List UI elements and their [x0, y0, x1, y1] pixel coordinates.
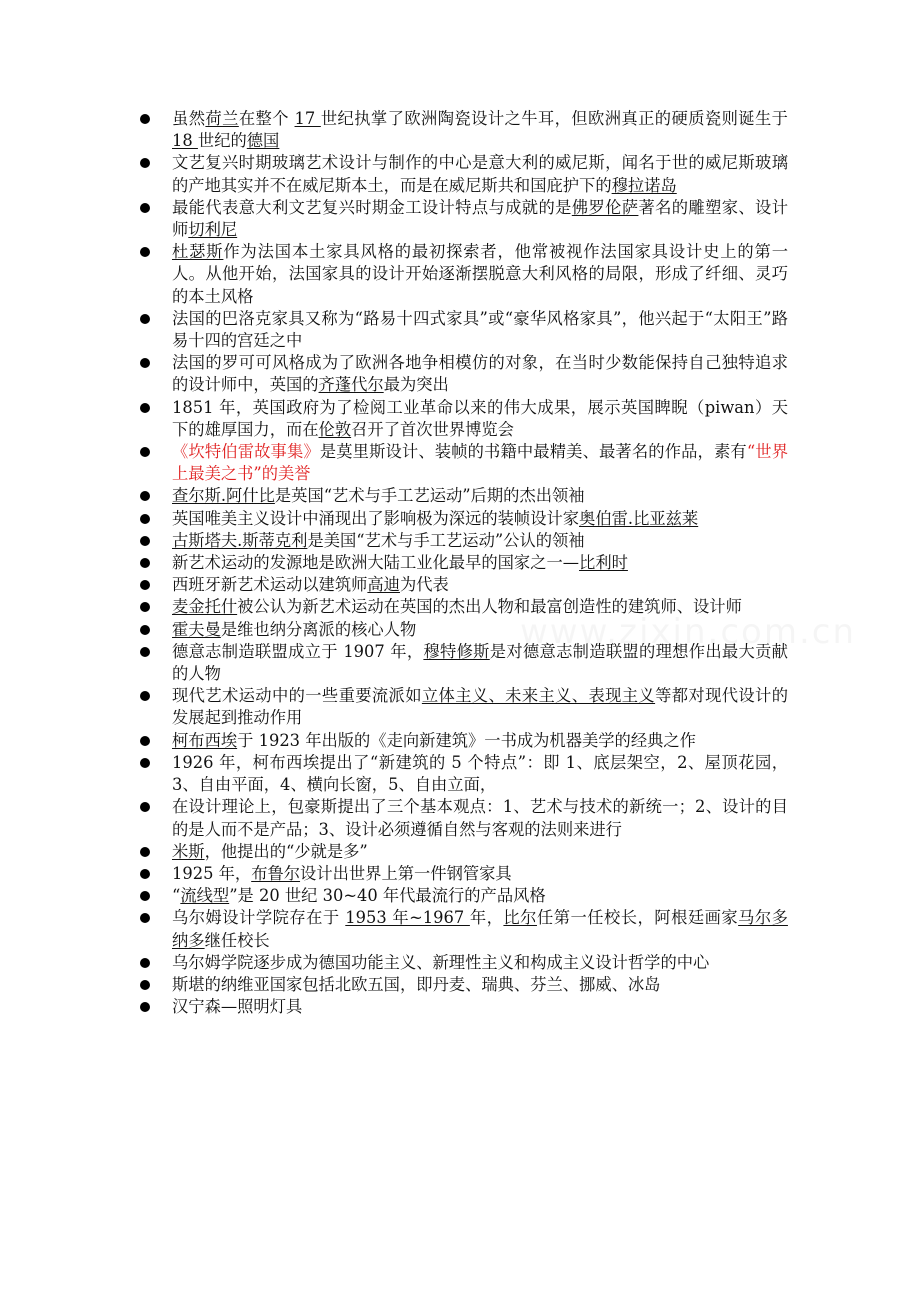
underlined-term: 比利时: [579, 553, 628, 573]
list-item: [138, 952, 788, 974]
underlined-term: 杜瑟斯: [172, 242, 224, 262]
underlined-term: 立体主义、未来主义、表现主义: [421, 686, 656, 706]
list-item: [138, 197, 788, 241]
text-run: 英国唯美主义设计中涌现出了影响极为深远的装帧设计家: [172, 508, 580, 528]
list-item: [138, 996, 788, 1018]
bullet-icon: [140, 314, 150, 324]
text-run: 是美国“艺术与手工艺运动”公认的领袖: [307, 530, 585, 550]
text-run: 新艺术运动的发源地是欧洲大陆工业化最早的国家之一—: [172, 553, 580, 573]
list-item: [138, 641, 788, 685]
underlined-term: 齐蓬代尔: [318, 375, 384, 395]
underlined-term: 古斯塔夫.斯蒂克利: [172, 530, 308, 550]
list-item: [138, 308, 788, 352]
text-run: 世纪的: [197, 131, 247, 151]
highlighted-text: “世界上最美之书”的美誉: [172, 442, 788, 484]
text-run: 斯堪的纳维亚国家包括北欧五国，即丹麦、瑞典、芬兰、挪威、冰岛: [172, 974, 661, 994]
list-item: [138, 574, 788, 596]
underlined-term: 切利尼: [188, 220, 238, 240]
text-run: 在设计理论上，包豪斯提出了三个基本观点：1、艺术与技术的新统一；2、设计的目的是人而不是产品；3、设计必须遵循自然与客观的法则来进行: [172, 797, 788, 839]
text-run: 最为突出: [383, 375, 449, 395]
underlined-term: 伦敦: [318, 419, 352, 439]
bullet-icon: [140, 114, 150, 124]
bullet-icon: [140, 647, 150, 657]
text-run: 于 1923 年出版的《走向新建筑》一书成为机器美学的经典之作: [237, 730, 696, 750]
underlined-term: 比尔: [503, 908, 537, 928]
underlined-term: 1953 年~1967: [345, 908, 470, 928]
bullet-icon: [140, 403, 150, 413]
list-item: [138, 152, 788, 196]
bullet-list: [138, 108, 788, 1018]
bullet-icon: [140, 958, 150, 968]
bullet-icon: [140, 980, 150, 990]
text-run: 年，: [469, 908, 504, 928]
text-run: 任第一任校长，阿根廷画家: [536, 908, 739, 928]
text-run: 召开了首次世界博览会: [351, 419, 514, 439]
text-run: 法国的罗可可风格成为了欧洲各地争相模仿的对象，在当时少数能保持自己独特追求的设计师中，英国的: [172, 353, 788, 395]
underlined-term: 17: [294, 109, 321, 128]
list-item: [138, 863, 788, 885]
list-item: [138, 530, 788, 552]
underlined-term: 米斯: [172, 841, 205, 861]
text-run: 1926 年，柯布西埃提出了“新建筑的 5 个特点”：即 1、底层架空，2、屋顶花园，3、自由平面，4、横向长窗，5、自由立面，: [172, 752, 788, 795]
highlighted-text: 《坎特伯雷故事集》: [172, 442, 320, 462]
text-run: 德意志制造联盟成立于 1907 年，: [172, 641, 424, 661]
list-item: [138, 841, 788, 863]
list-item: [138, 796, 788, 840]
text-run: 乌尔姆学院逐步成为德国功能主义、新理性主义和构成主义设计哲学的中心: [172, 952, 710, 972]
list-item: [138, 485, 788, 507]
bullet-icon: [140, 869, 150, 879]
underlined-term: 18: [172, 131, 198, 151]
text-run: 世纪执掌了欧洲陶瓷设计之牛耳，但欧洲真正的硬质瓷则诞生于: [320, 109, 788, 128]
underlined-term: 霍夫曼: [172, 619, 221, 639]
bullet-icon: [140, 891, 150, 901]
list-item: [138, 685, 788, 729]
bullet-icon: [140, 536, 150, 546]
underlined-term: 柯布西埃: [172, 730, 238, 750]
bullet-icon: [140, 602, 150, 612]
text-run: 是维也纳分离派的核心人物: [220, 619, 417, 639]
list-item: [138, 441, 788, 485]
text-run: 被公认为新艺术运动在英国的杰出人物和最富创造性的建筑师、设计师: [237, 597, 742, 617]
bullet-icon: [140, 447, 150, 457]
text-run: 在整个: [238, 109, 295, 128]
list-item: [138, 730, 788, 752]
underlined-term: 麦金托什: [172, 597, 238, 617]
bullet-icon: [140, 558, 150, 568]
list-item: [138, 619, 788, 641]
list-item: [138, 907, 788, 951]
bullet-icon: [140, 247, 150, 257]
text-run: ，他提出的“少就是多”: [204, 841, 368, 861]
text-run: 作为法国本土家具风格的最初探索者，他常被视作法国家具设计史上的第一人。从他开始，法国家具的设计开始逐渐摆脱意大利风格的局限，形成了纤细、灵巧的本土风格: [172, 242, 788, 306]
text-run: 等都对现代设计的发展起到推动作用: [172, 686, 788, 728]
underlined-term: 荷兰: [205, 109, 239, 128]
underlined-term: 穆拉诺岛: [611, 175, 677, 195]
underlined-term: 穆特修斯: [423, 641, 490, 661]
text-run: 西班牙新艺术运动以建筑师: [172, 575, 368, 595]
text-run: 1851 年，英国政府为了检阅工业革命以来的伟大成果，展示英国睥睨（piwan）天下的雄厚国力，而在: [172, 397, 788, 439]
bullet-icon: [140, 736, 150, 746]
underlined-term: 流线型: [180, 886, 230, 906]
text-run: 汉宁森—照明灯具: [172, 997, 303, 1017]
text-run: 是对德意志制造联盟的理想作出最大贡献的人物: [172, 641, 788, 684]
text-run: 法国的巴洛克家具又称为“路易十四式家具”或“豪华风格家具”，他兴起于“太阳王”路易十四的宫廷之中: [172, 308, 788, 351]
bullet-icon: [140, 802, 150, 812]
bullet-icon: [140, 158, 150, 168]
text-run: 虽然: [172, 109, 206, 128]
list-item: [138, 397, 788, 441]
bullet-icon: [140, 691, 150, 701]
list-item: [138, 108, 788, 152]
text-run: ”是 20 世纪 30~40 年代最流行的产品风格: [229, 886, 546, 906]
text-run: 最能代表意大利文艺复兴时期金工设计特点与成就的是: [172, 197, 572, 217]
underlined-term: 布鲁尔: [251, 863, 301, 883]
list-item: [138, 885, 788, 907]
bullet-icon: [140, 758, 150, 768]
bullet-icon: [140, 580, 150, 590]
list-item: [138, 241, 788, 308]
bullet-icon: [140, 491, 150, 501]
bullet-icon: [140, 625, 150, 635]
text-run: “: [172, 886, 181, 906]
bullet-icon: [140, 203, 150, 213]
bullet-icon: [140, 514, 150, 524]
text-run: 设计出世界上第一件钢管家具: [300, 863, 512, 883]
list-item: [138, 508, 788, 530]
underlined-term: 马尔多纳多: [172, 908, 788, 950]
text-run: 1925 年，: [172, 863, 252, 883]
list-item: [138, 352, 788, 396]
underlined-term: 佛罗伦萨: [571, 197, 639, 217]
text-run: 是莫里斯设计、装帧的书籍中最精美、最著名的作品，素有: [319, 442, 747, 462]
underlined-term: 高迪: [367, 575, 400, 595]
text-run: 著名的雕塑家、设计师: [172, 197, 788, 240]
list-item: [138, 752, 788, 796]
bullet-icon: [140, 913, 150, 923]
list-item: [138, 596, 788, 618]
underlined-term: 奥伯雷.比亚兹莱: [579, 508, 699, 528]
text-run: 为代表: [399, 575, 449, 595]
text-run: 现代艺术运动中的一些重要流派如: [172, 686, 422, 706]
text-run: 继任校长: [204, 930, 270, 950]
bullet-icon: [140, 358, 150, 368]
bullet-icon: [140, 847, 150, 857]
list-item: [138, 974, 788, 996]
underlined-term: 查尔斯.阿什比: [172, 486, 275, 506]
text-run: 文艺复兴时期玻璃艺术设计与制作的中心是意大利的威尼斯，闻名于世的威尼斯玻璃的产地其实并不在威尼斯本土，而是在威尼斯共和国庇护下的: [172, 153, 788, 195]
list-item: [138, 552, 788, 574]
text-run: 是英国“艺术与手工艺运动”后期的杰出领袖: [274, 486, 585, 506]
bullet-icon: [140, 1002, 150, 1012]
underlined-term: 德国: [246, 131, 280, 151]
text-run: 乌尔姆设计学院存在于: [172, 908, 346, 928]
